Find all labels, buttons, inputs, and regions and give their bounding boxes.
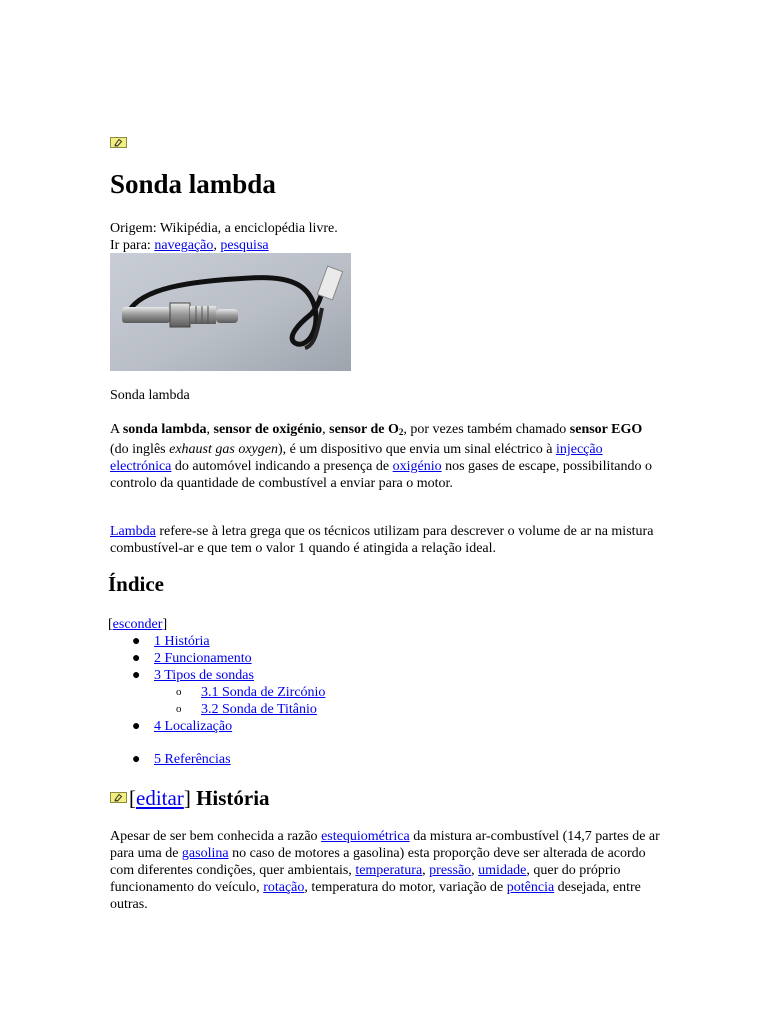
goto-line	[110, 237, 338, 254]
goto-search-link[interactable]: pesquisa	[220, 238, 269, 253]
toc-item: ● 2 Funcionamento	[132, 651, 252, 666]
link-estequiometrica[interactable]: estequiométrica	[321, 829, 410, 844]
toc-link-tipos-de-sondas[interactable]: 3 Tipos de sondas	[154, 668, 254, 683]
goto-prefix: Ir para:	[110, 238, 151, 253]
toc-toggle: [esconder]	[108, 617, 168, 632]
toc-link-localizacao[interactable]: 4 Localização	[154, 719, 233, 734]
toc-subitem: o 3.2 Sonda de Titânio	[176, 702, 317, 717]
toc-item: ● 4 Localização	[132, 719, 233, 734]
link-rotacao[interactable]: rotação	[263, 880, 305, 895]
toc-link-historia[interactable]: 1 História	[154, 634, 210, 649]
section-title: História	[190, 786, 270, 810]
origin-line: Origem: Wikipédia, a enciclopédia livre.	[110, 221, 338, 236]
section-heading-historia: [editar] História	[110, 786, 270, 811]
sensor-photo[interactable]	[110, 253, 351, 371]
link-oxigenio[interactable]: oxigénio	[392, 459, 442, 474]
link-temperatura[interactable]: temperatura	[355, 863, 423, 878]
intro-paragraph-1: A sonda lambda, sensor de oxigénio, sensor de $O_2$, por vezes também chamado sensor EGO (do inglês exhaust gas oxygen), é um dispositivo que envia um sinal eléctrico à injecção electrónica do automóvel indicando a presença de oxigénio nos gases de escape, possibilitando o controlo da quantidade de combustível a enviar para o motor.	[110, 422, 652, 491]
toc-item: ● 5 Referências	[132, 752, 231, 767]
toc-link-sonda-titanio[interactable]: 3.2 Sonda de Titânio	[201, 702, 317, 717]
table-of-contents	[108, 616, 325, 768]
link-potencia[interactable]: potência	[506, 880, 555, 895]
link-umidade[interactable]: umidade	[478, 863, 527, 878]
page-title: Sonda lambda	[110, 169, 276, 199]
goto-separator: ,	[213, 238, 217, 253]
link-injeccao-electronica[interactable]: injecção electrónica	[110, 442, 603, 474]
toc-hide-link[interactable]: esconder	[112, 617, 163, 632]
toc-subitem: o 3.1 Sonda de Zircónio	[176, 685, 326, 700]
toc-link-funcionamento[interactable]: 2 Funcionamento	[154, 651, 252, 666]
image-caption: Sonda lambda	[110, 388, 190, 403]
edit-section-link[interactable]: editar	[136, 786, 184, 810]
toc-link-sonda-zirconio[interactable]: 3.1 Sonda de Zircónio	[201, 685, 326, 700]
goto-navigation-link[interactable]: navegação	[154, 238, 214, 253]
edit-pencil-icon[interactable]	[110, 137, 127, 148]
link-lambda[interactable]: Lambda	[110, 524, 156, 539]
toc-link-referencias[interactable]: 5 Referências	[154, 752, 231, 767]
toc-list	[108, 633, 325, 768]
link-gasolina[interactable]: gasolina	[181, 846, 229, 861]
toc-item: ● 1 História	[132, 634, 210, 649]
toc-item: ● 3 Tipos de sondas	[132, 668, 254, 683]
edit-pencil-icon[interactable]	[110, 792, 127, 803]
toc-heading: Índice	[108, 572, 165, 596]
link-pressao[interactable]: pressão	[429, 863, 472, 878]
intro-paragraph-2: Lambda refere-se à letra grega que os técnicos utilizam para descrever o volume de ar na mistura combustível-ar e que tem o valor 1 quando é atingida a relação ideal.	[110, 524, 654, 556]
history-paragraph: Apesar de ser bem conhecida a razão estequiométrica da mistura ar-combustível (14,7 partes de ar para uma de gasolina no caso de motores a gasolina) esta proporção deve ser alterada de acordo com diferentes condições, quer ambientais, temperatura, pressão, umidade, quer do próprio funcionamento do veículo, rotação, temperatura do motor, variação de potência desejada, entre outras.	[110, 829, 660, 912]
article-meta	[110, 220, 338, 254]
